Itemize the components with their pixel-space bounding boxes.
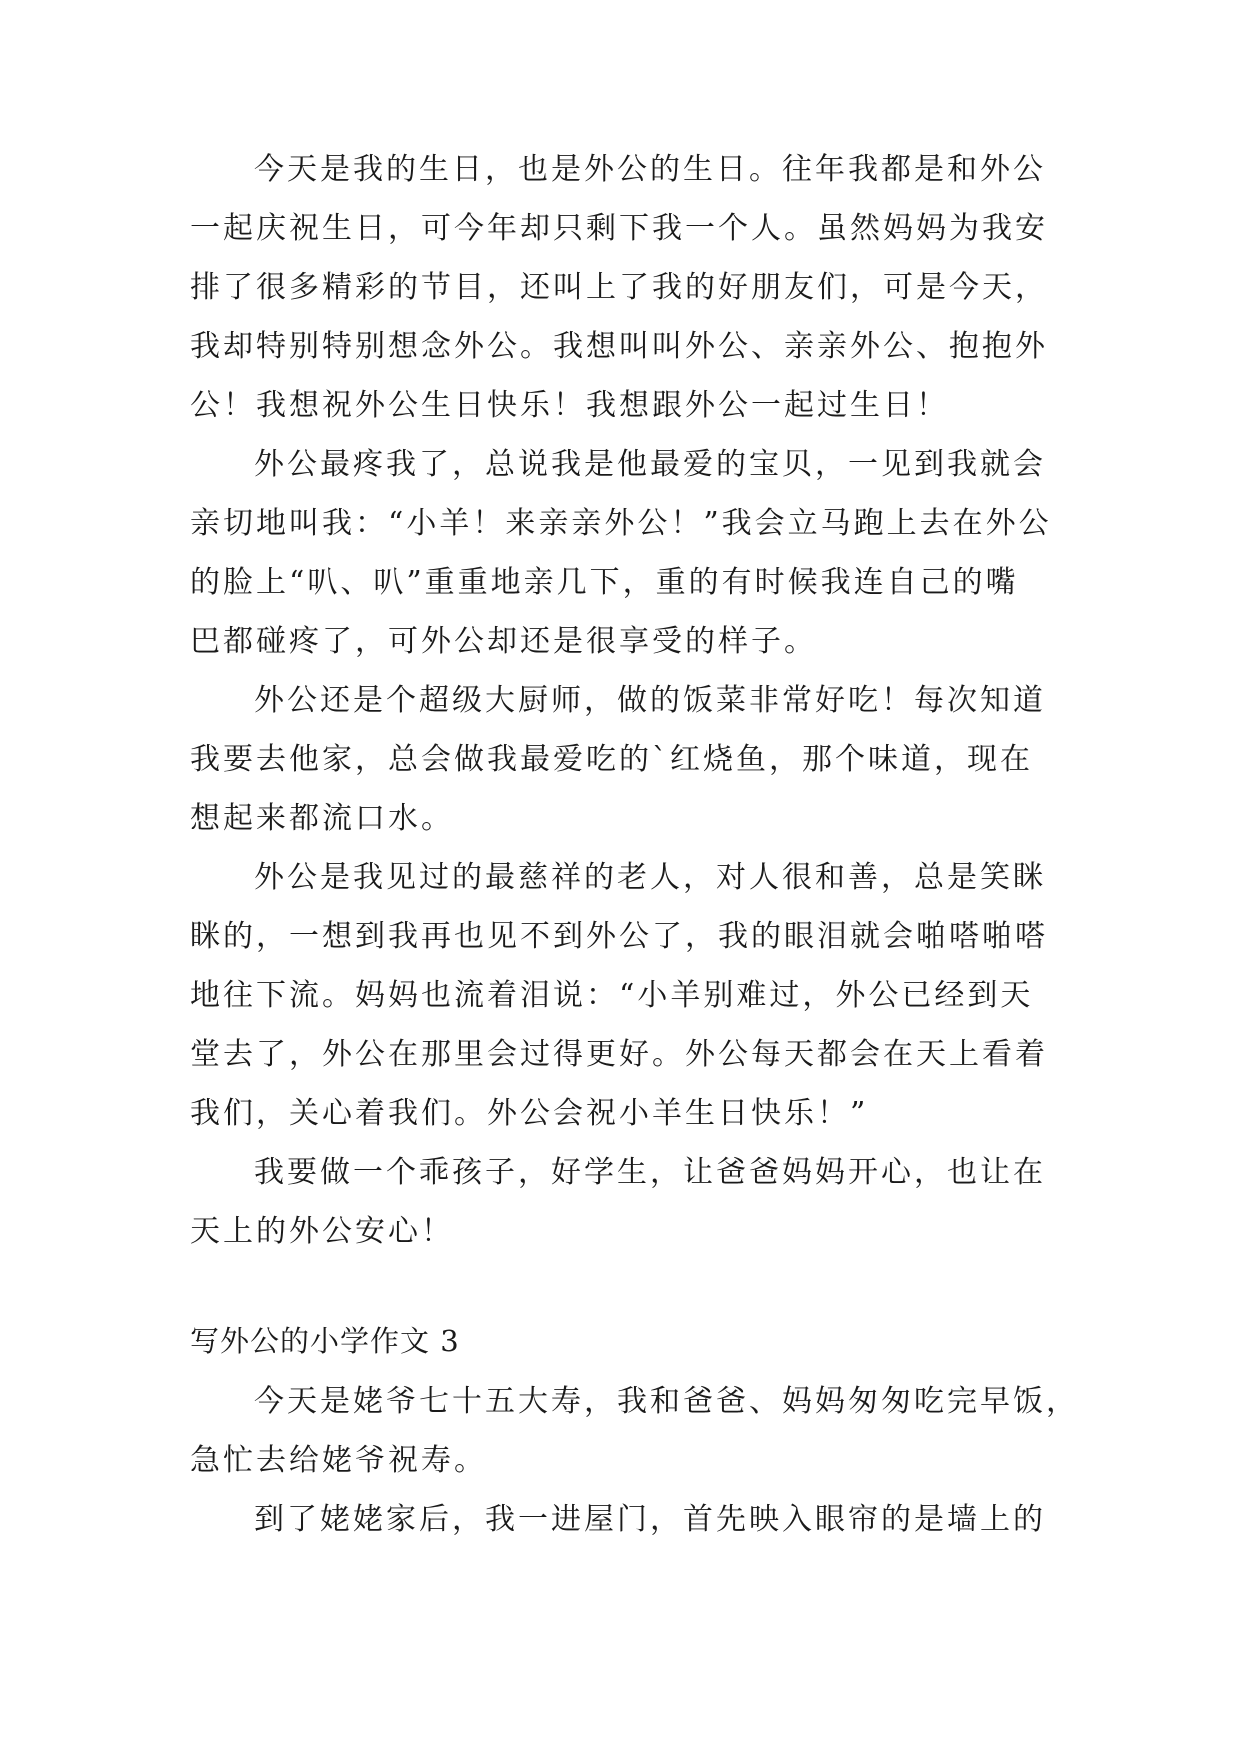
paragraph-1-line-4: 我却特别特别想念外公。我想叫叫外公、亲亲外公、抱抱外 [190, 329, 1048, 364]
section-title: 写外公的小学作文 3 [190, 1324, 460, 1358]
paragraph-3-line-1: 外公还是个超级大厨师，做的饭菜非常好吃！每次知道 [254, 683, 1046, 718]
paragraph-2-line-2: 亲切地叫我：“小羊！来亲亲外公！”我会立马跑上去在外公 [190, 506, 1052, 541]
paragraph-4-line-5: 我们，关心着我们。外公会祝小羊生日快乐！” [190, 1096, 869, 1131]
paragraph-4-line-3: 地往下流。妈妈也流着泪说：“小羊别难过，外公已经到天 [190, 978, 1034, 1013]
paragraph-3-line-2: 我要去他家，总会做我最爱吃的`红烧鱼，那个味道，现在 [190, 742, 1033, 777]
paragraph-5-line-1: 我要做一个乖孩子，好学生，让爸爸妈妈开心，也让在 [254, 1155, 1046, 1190]
paragraph-2-line-4: 巴都碰疼了，可外公却还是很享受的样子。 [190, 624, 817, 659]
paragraph-4-line-1: 外公是我见过的最慈祥的老人，对人很和善，总是笑眯 [254, 860, 1046, 895]
paragraph-4-line-2: 眯的，一想到我再也见不到外公了，我的眼泪就会啪嗒啪嗒 [190, 919, 1048, 954]
section-paragraph-1-line-1: 今天是姥爷七十五大寿，我和爸爸、妈妈匆匆吃完早饭， [254, 1384, 1079, 1419]
paragraph-2-line-3: 的脸上“叭、叭”重重地亲几下，重的有时候我连自己的嘴 [190, 565, 1019, 600]
section-paragraph-1-line-2: 急忙去给姥爷祝寿。 [190, 1443, 487, 1478]
paragraph-4-line-4: 堂去了，外公在那里会过得更好。外公每天都会在天上看着 [190, 1037, 1048, 1072]
paragraph-2-line-1: 外公最疼我了，总说我是他最爱的宝贝，一见到我就会 [254, 447, 1046, 482]
section-paragraph-2-line-1: 到了姥姥家后，我一进屋门，首先映入眼帘的是墙上的 [254, 1502, 1046, 1537]
paragraph-1-line-5: 公！我想祝外公生日快乐！我想跟外公一起过生日！ [190, 388, 949, 423]
paragraph-1-line-1: 今天是我的生日，也是外公的生日。往年我都是和外公 [254, 152, 1046, 187]
paragraph-1-line-3: 排了很多精彩的节目，还叫上了我的好朋友们，可是今天， [190, 270, 1048, 305]
paragraph-1-line-2: 一起庆祝生日，可今年却只剩下我一个人。虽然妈妈为我安 [190, 211, 1048, 246]
paragraph-5-line-2: 天上的外公安心！ [190, 1214, 454, 1249]
paragraph-3-line-3: 想起来都流口水。 [190, 801, 454, 836]
